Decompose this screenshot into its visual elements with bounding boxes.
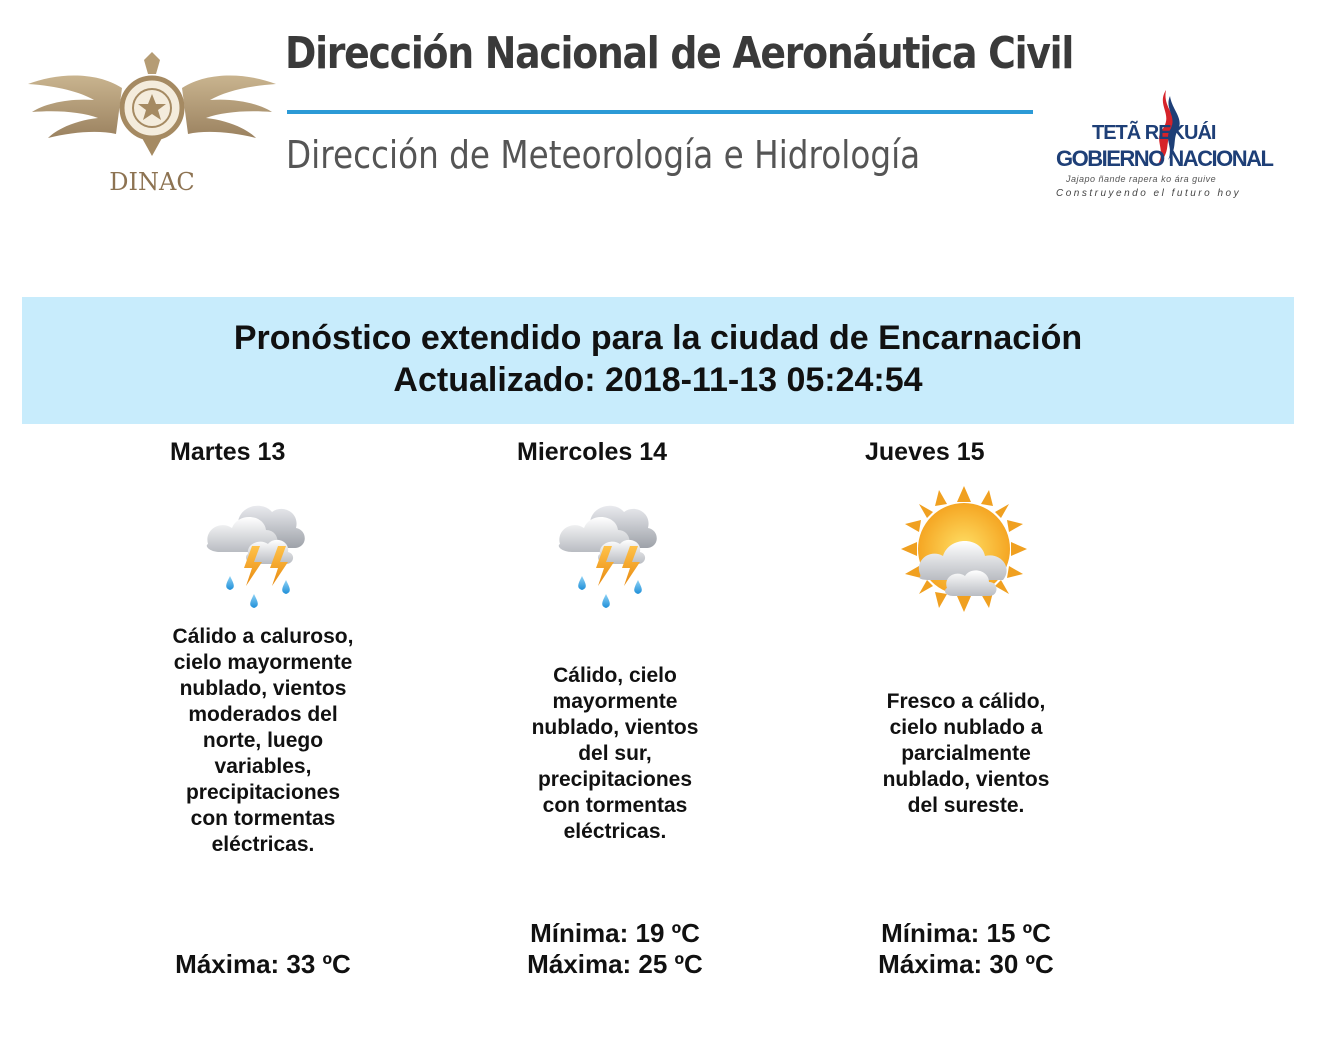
- forecast-description: Fresco a cálido, cielo nublado a parcialmente nublado, vientos del sureste.: [882, 690, 1050, 817]
- temperature-max: Máxima: 30 ºC: [878, 949, 1054, 979]
- temperature-min: Mínima: 15 ºC: [881, 918, 1051, 948]
- day-name: Jueves 15: [865, 438, 985, 466]
- temperature-max: Máxima: 25 ºC: [527, 949, 703, 979]
- updated-timestamp: Actualizado: 2018-11-13 05:24:54: [393, 361, 923, 399]
- temperature-min: Mínima: 19 ºC: [530, 918, 700, 948]
- title-divider: [287, 110, 1033, 114]
- gov-logo-line2: GOBIERNO NACIONAL: [1056, 146, 1273, 171]
- partly-cloudy-sun-icon: [899, 484, 1029, 614]
- gov-logo-line3: Jajapo ñande rapera ko ára guive: [1066, 174, 1217, 184]
- forecast-title: Pronóstico extendido para la ciudad de Encarnación: [233, 319, 1083, 357]
- agency-subtitle: Dirección de Meteorología e Hidrología: [286, 133, 921, 177]
- gov-logo-line4: Construyendo el futuro hoy: [1056, 188, 1242, 199]
- forecast-description: Cálido, cielo mayormente nublado, vientos del sur, precipitaciones con tormentas eléctricas.: [531, 664, 699, 843]
- dinac-logo-text: DINAC: [109, 168, 195, 196]
- thunderstorm-rain-icon: [550, 484, 680, 614]
- gov-logo-line1: TETÃ REKUÁI: [1092, 122, 1216, 144]
- day-name: Miercoles 14: [517, 438, 668, 466]
- forecast-description: Cálido a caluroso, cielo mayormente nublado, vientos moderados del norte, luego variables, precipitaciones con tormentas eléctricas.: [172, 625, 354, 856]
- agency-title: Dirección Nacional de Aeronáutica Civil: [285, 28, 1074, 79]
- temperature-max: Máxima: 33 ºC: [175, 949, 351, 979]
- day-name: Martes 13: [170, 438, 286, 466]
- thunderstorm-rain-icon: [198, 484, 328, 614]
- dinac-logo: [24, 48, 280, 198]
- forecast-banner: [22, 297, 1294, 424]
- government-logo: [1052, 88, 1282, 206]
